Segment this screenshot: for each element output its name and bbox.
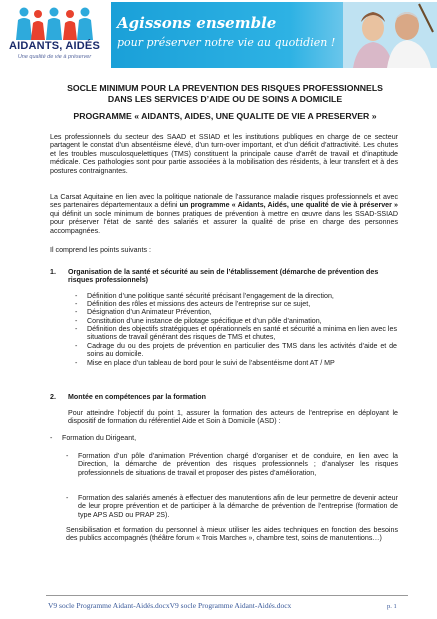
carsat-paragraph	[50, 193, 398, 235]
section1-item-text: Constitution d’une instance de pilotage spécifique et d’un pôle d’animation,	[87, 317, 322, 325]
section1-item-text: Définition des rôles et missions des acteurs de l’entreprise sur ce sujet,	[87, 300, 311, 308]
elderly-couple-photo	[343, 2, 437, 68]
footer-divider	[46, 595, 408, 596]
section2-item: - Formation d’un pôle d’animation Prévention chargé d’organiser et de conduire, en lien avec la Direction, la démarche de prévention des risques professionnels ; d’analyser les risques professionnels de situations de travail et proposer des pistes d’amélioration,	[66, 452, 398, 477]
document-title	[50, 83, 400, 104]
section1-number: 1.	[50, 268, 56, 276]
section1-title: Organisation de la santé et sécurité au sein de l’établissement (démarche de prévention des risques professionnels)	[68, 268, 379, 285]
banner-subslogan: pour préserver notre vie au quotidien !	[117, 36, 336, 49]
footer-filename: V9 socle Programme Aidant-Aidés.docxV9 socle Programme Aidant-Aidés.docx	[48, 601, 292, 610]
section2-intro	[68, 409, 398, 426]
document-title-line1: SOCLE MINIMUM POUR LA PREVENTION DES RISQUES PROFESSIONNELS	[67, 83, 383, 93]
section2-item-text: Formation des salariés amenés à effectuer des manutentions afin de leur permettre de devenir acteur de leur propre prévention et de participer à la démarche de prévention de l’entreprise (formation de type APS ASD ou PRAP 2S).	[78, 494, 398, 519]
page-number: p. 1	[387, 603, 397, 610]
header-banner	[111, 2, 437, 68]
section2-closing-text: Sensibilisation et formation du personnel à mieux utiliser les aides techniques en fonction des besoins des publics accompagnés (théâtre forum « Trois Marches », chambre test, soins de manutentions…)	[66, 526, 398, 543]
section1-item-text: Cadrage du ou des projets de prévention en particulier des TMS dans les activités d’aide et de soins au domicile.	[87, 342, 397, 359]
carsat-text-part1: La Carsat Aquitaine en lien avec la politique nationale de l’assurance maladie risques professionnels et avec ses partenaires départementaux a défini	[50, 193, 398, 210]
section2-item: - Formation des salariés amenés à effectuer des manutentions afin de leur permettre de devenir acteur de leur propre prévention et de participer à la démarche de prévention de l’entreprise (formation de type APS ASD ou PRAP 2S).	[66, 494, 398, 519]
section2-number: 2.	[50, 393, 56, 401]
section2-sub-label: - Formation du Dirigeant,	[50, 434, 250, 443]
section1-item: - Cadrage du ou des projets de prévention en particulier des TMS dans les activités d’aide et de soins au domicile.	[75, 342, 397, 359]
section1-item: - Définition d’une politique santé sécurité précisant l’engagement de la direction,	[75, 292, 397, 301]
section1-item-text: Désignation d’un Animateur Prévention,	[87, 308, 212, 316]
section1-item-text: Mise en place d’un tableau de bord pour le suivi de l’absentéisme dont AT / MP	[87, 359, 335, 367]
carsat-program-name: un programme « Aidants, Aidés, une qualité de vie à préserver »	[179, 201, 399, 210]
program-title: PROGRAMME « AIDANTS, AIDES, UNE QUALITE DE VIE A PRESERVER »	[73, 111, 377, 121]
carsat-text-part3: qui définit un socle minimum de bonnes pratiques de prévention à mettre en œuvre dans les SSAD-SSIAD pour préserver l’état de santé des salariés et assurer la qualité de prise en charge des personnes accompagnées.	[50, 209, 398, 235]
section2-intro-text: Pour atteindre l’objectif du point 1, assurer la formation des acteurs de l’entreprise en déployant le dispositif de formation du référentiel Aide et Soin à Domicile (ASD) :	[68, 409, 398, 426]
section2-sub-label-text: Formation du Dirigeant,	[62, 434, 137, 442]
section1-item: - Définition des rôles et missions des acteurs de l’entreprise sur ce sujet,	[75, 300, 397, 309]
section1-item-text: Définition d’une politique santé sécurité précisant l’engagement de la direction,	[87, 292, 334, 300]
document-title-line2: DANS LES SERVICES D’AIDE OU DE SOINS A DOMICILE	[107, 93, 343, 104]
points-intro: Il comprend les points suivants :	[50, 246, 151, 254]
section2-item-text: Formation d’un pôle d’animation Prévention chargé d’organiser et de conduire, en lien avec la Direction, la démarche de prévention des risques professionnels ; d’analyser les risques professionnels de situations de travail et proposer des pistes d’amélioration,	[78, 452, 398, 477]
aidants-aides-logo	[2, 4, 107, 66]
section1-item: - Désignation d’un Animateur Prévention,	[75, 308, 397, 317]
intro-text: Les professionnels du secteur des SAAD et SSIAD et les institutions publiques en charge de ce secteur partagent le constat d’un absentéisme élevé, d’un turn-over important, et d’un déficit d’attractivité. Les chutes et les troubles musculosquelettiques (TMS) constituent la principale cause d’arrêt de travail et d’inaptitude médicale. Ces pathologies sont pour partie associées à la mobilisation des résidents, à leur transfert et à des postures contraignantes.	[50, 133, 398, 175]
banner-slogan: Agissons ensemble	[117, 14, 277, 32]
section1-item: - Définition des objectifs stratégiques et opérationnels en santé et sécurité a minima en lien avec les situations de travail générant des risques de TMS et chutes,	[75, 325, 397, 342]
people-logo-icon	[8, 6, 100, 40]
carsat-text	[50, 193, 398, 235]
section1-item-text: Définition des objectifs stratégiques et opérationnels en santé et sécurité a minima en lien avec les situations de travail générant des risques de TMS et chutes,	[87, 325, 397, 342]
section2-title: Montée en compétences par la formation	[68, 393, 206, 401]
section2-closing	[66, 526, 398, 543]
intro-paragraph	[50, 133, 398, 175]
logo-name: AIDANTS, AIDÉS	[8, 40, 100, 52]
logo-tagline: Une qualité de vie à préserver	[17, 54, 92, 60]
section1-item: - Constitution d’une instance de pilotage spécifique et d’un pôle d’animation,	[75, 317, 397, 326]
section1-item: - Mise en place d’un tableau de bord pour le suivi de l’absentéisme dont AT / MP	[75, 359, 397, 368]
